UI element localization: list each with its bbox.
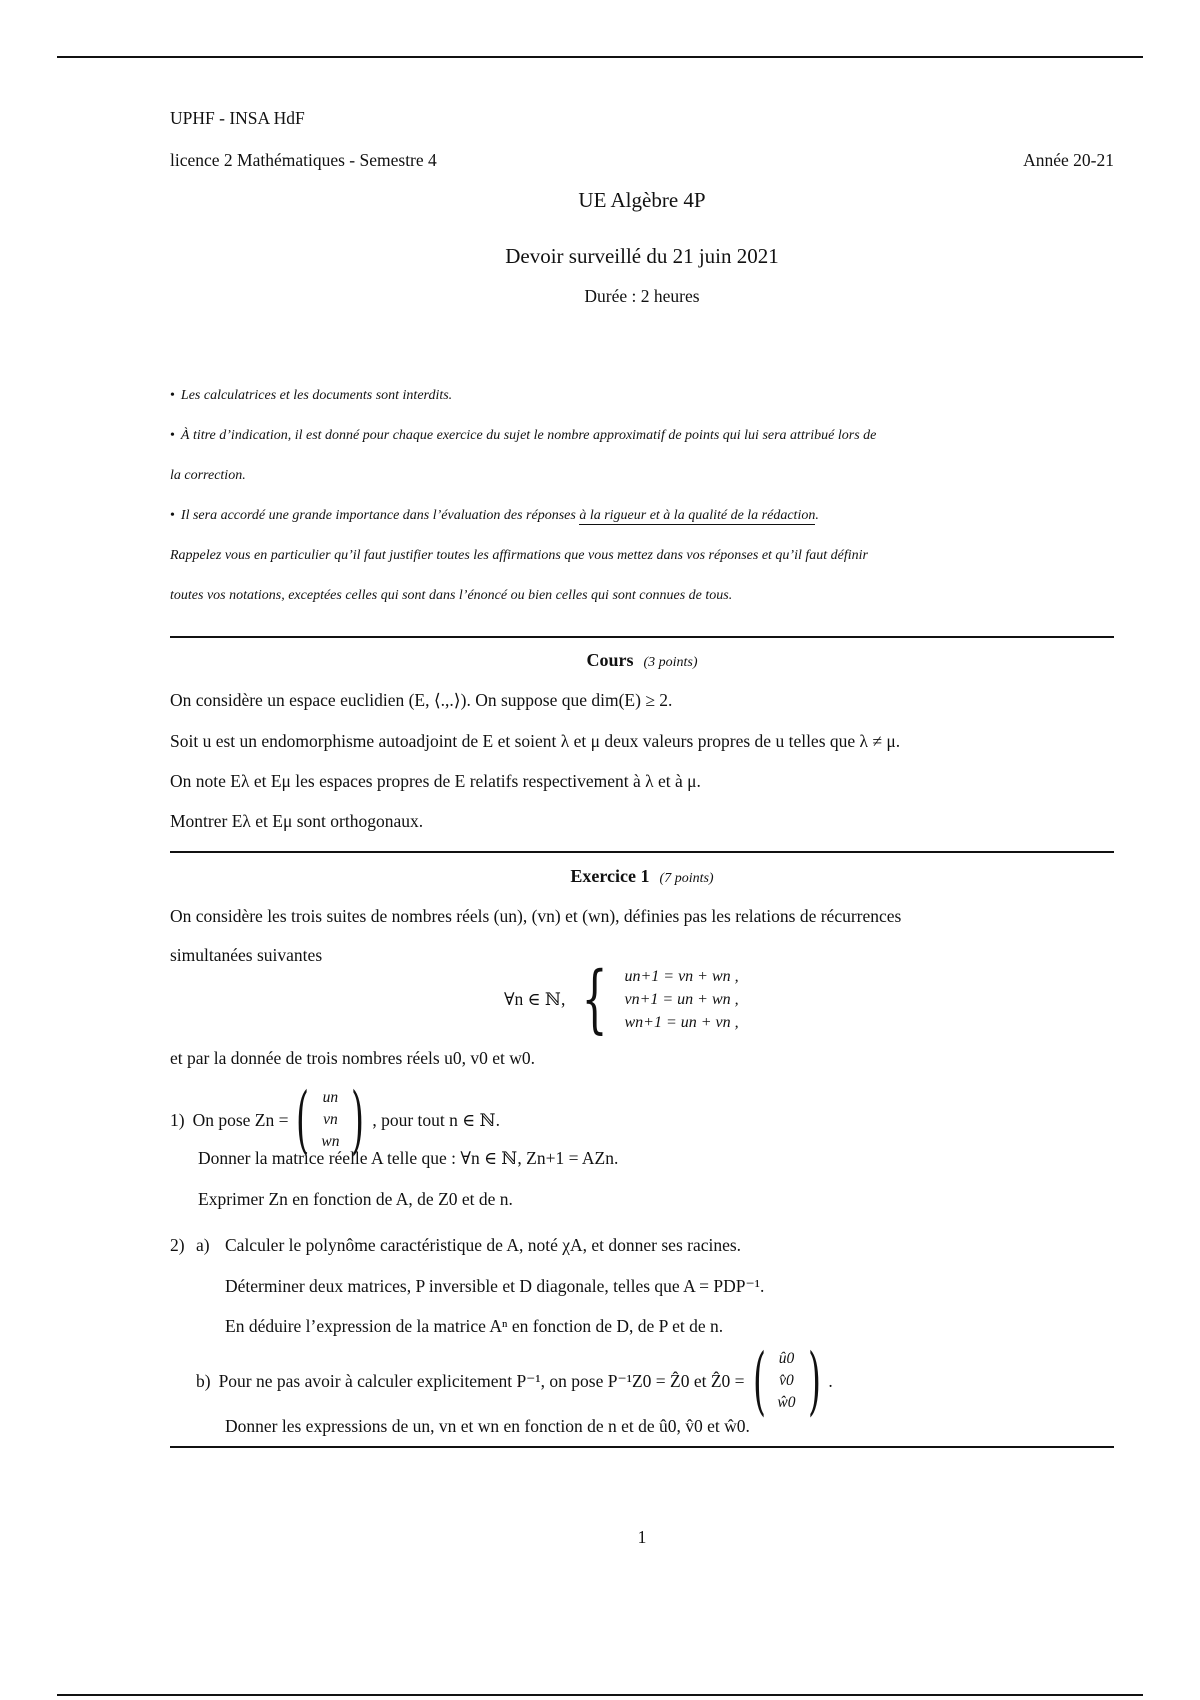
cours-title: Cours [586,650,634,670]
section-rule [170,636,1114,638]
question-2a-line-1: Calculer le polynôme caractéristique de A, noté χA, et donner ses racines. [225,1235,742,1255]
cours-line-3: On note Eλ et Eμ les espaces propres de E relatifs respectivement à λ et à μ. [170,771,701,791]
instruction-1: • Les calculatrices et les documents sont interdits. [170,388,453,403]
vector-entry: û0 [778,1350,795,1367]
cours-line-2: Soit u est un endomorphisme autoadjoint de E et soient λ et μ deux valeurs propres de u telles que λ ≠ μ. [170,731,901,751]
exercise-initial-values: et par la donnée de trois nombres réels u0, v0 et w0. [170,1048,535,1068]
exercise-intro-1: On considère les trois suites de nombres réels (un), (vn) et (wn), définies pas les relations de récurrences [170,906,902,926]
exercise-intro-2: simultanées suivantes [170,945,323,965]
academic-year: Année 20-21 [1023,150,1114,170]
vector-entry: ŵ0 [777,1394,796,1411]
vector-entry: v̂0 [779,1372,794,1389]
bottom-page-rule [57,1694,1143,1696]
vector-zn: ( un vn wn ) [296,1077,365,1163]
vector-entry: wn [321,1133,340,1150]
exam-title: Devoir surveillé du 21 juin 2021 [505,244,779,268]
section-rule [170,1446,1114,1448]
cours-heading [170,650,1114,671]
question-2a-label: a) [196,1235,210,1255]
question-1-label: 1) [170,1109,185,1130]
institution: UPHF - INSA HdF [170,108,305,128]
cours-points: (3 points) [643,655,698,670]
question-2b-label: b) [196,1370,211,1391]
instruction-2: • À titre d’indication, il est donné pour chaque exercice du sujet le nombre approximatif de points qui lui sera attribué lors de [170,428,877,443]
question-2a-line-2: Déterminer deux matrices, P inversible et D diagonale, telles que A = PDP⁻¹. [225,1276,765,1296]
top-page-rule [57,56,1143,58]
cours-line-1: On considère un espace euclidien (E, ⟨.,.⟩). On suppose que dim(E) ≥ 2. [170,690,673,710]
question-2-label: 2) [170,1235,185,1255]
emphasis-underline: à la rigueur et à la qualité de la rédaction [579,508,816,523]
cours-line-4: Montrer Eλ et Eμ sont orthogonaux. [170,811,424,831]
instruction-4: Rappelez vous en particulier qu’il faut justifier toutes les affirmations que vous mettez dans vos réponses et qu’il faut définir [170,548,868,563]
exercise-heading [170,866,1114,887]
vector-z0-hat: ( û0 v̂0 ŵ0 ) [752,1338,821,1424]
instruction-3: • Il sera accordé une grande importance dans l’évaluation des réponses à la rigueur et à la qualité de la rédaction. [170,508,819,523]
question-2a-line-3: En déduire l’expression de la matrice Aⁿ en fonction de D, de P et de n. [225,1316,724,1336]
question-1-text-post: , pour tout n ∈ ℕ. [372,1109,500,1130]
instruction-2-cont: la correction. [170,468,246,483]
exercise-title: Exercice 1 [570,866,650,886]
section-rule [170,851,1114,853]
program: licence 2 Mathématiques - Semestre 4 [170,150,437,170]
question-1-line-3: Exprimer Zn en fonction de A, de Z0 et de n. [198,1189,513,1209]
system-eq-3: wn+1 = un + vn , [624,1013,739,1031]
duration: Durée : 2 heures [584,286,700,306]
instruction-5: toutes vos notations, exceptées celles qui sont dans l’énoncé ou bien celles qui sont connues de tous. [170,588,733,603]
left-brace: { [581,956,608,1042]
question-2b-line-2: Donner les expressions de un, vn et wn en fonction de n et de û0, v̂0 et ŵ0. [225,1416,750,1436]
vector-entry: un [322,1089,339,1106]
exercise-points: (7 points) [659,871,714,886]
course-title: UE Algèbre 4P [578,188,706,212]
question-2b-text: Pour ne pas avoir à calculer explicitement P⁻¹, on pose P⁻¹Z0 = Ẑ0 et Ẑ0 = [218,1370,745,1391]
question-2b: b) Pour ne pas avoir à calculer explicitement P⁻¹, on pose P⁻¹Z0 = Ẑ0 et Ẑ0 = ( û0 v̂0 ŵ0 ) . [196,1338,833,1424]
recurrence-system [504,956,739,1042]
page-number: 1 [637,1527,647,1547]
system-eq-1: un+1 = vn + wn , [624,967,739,985]
question-1-line-2: Donner la matrice réelle A telle que : ∀n ∈ ℕ, Zn+1 = AZn. [198,1148,619,1168]
question-1-text: On pose Zn = [192,1109,289,1130]
forall-label: ∀n ∈ ℕ, [504,988,566,1009]
system-eq-2: vn+1 = un + wn , [624,990,739,1008]
vector-entry: vn [323,1111,338,1128]
